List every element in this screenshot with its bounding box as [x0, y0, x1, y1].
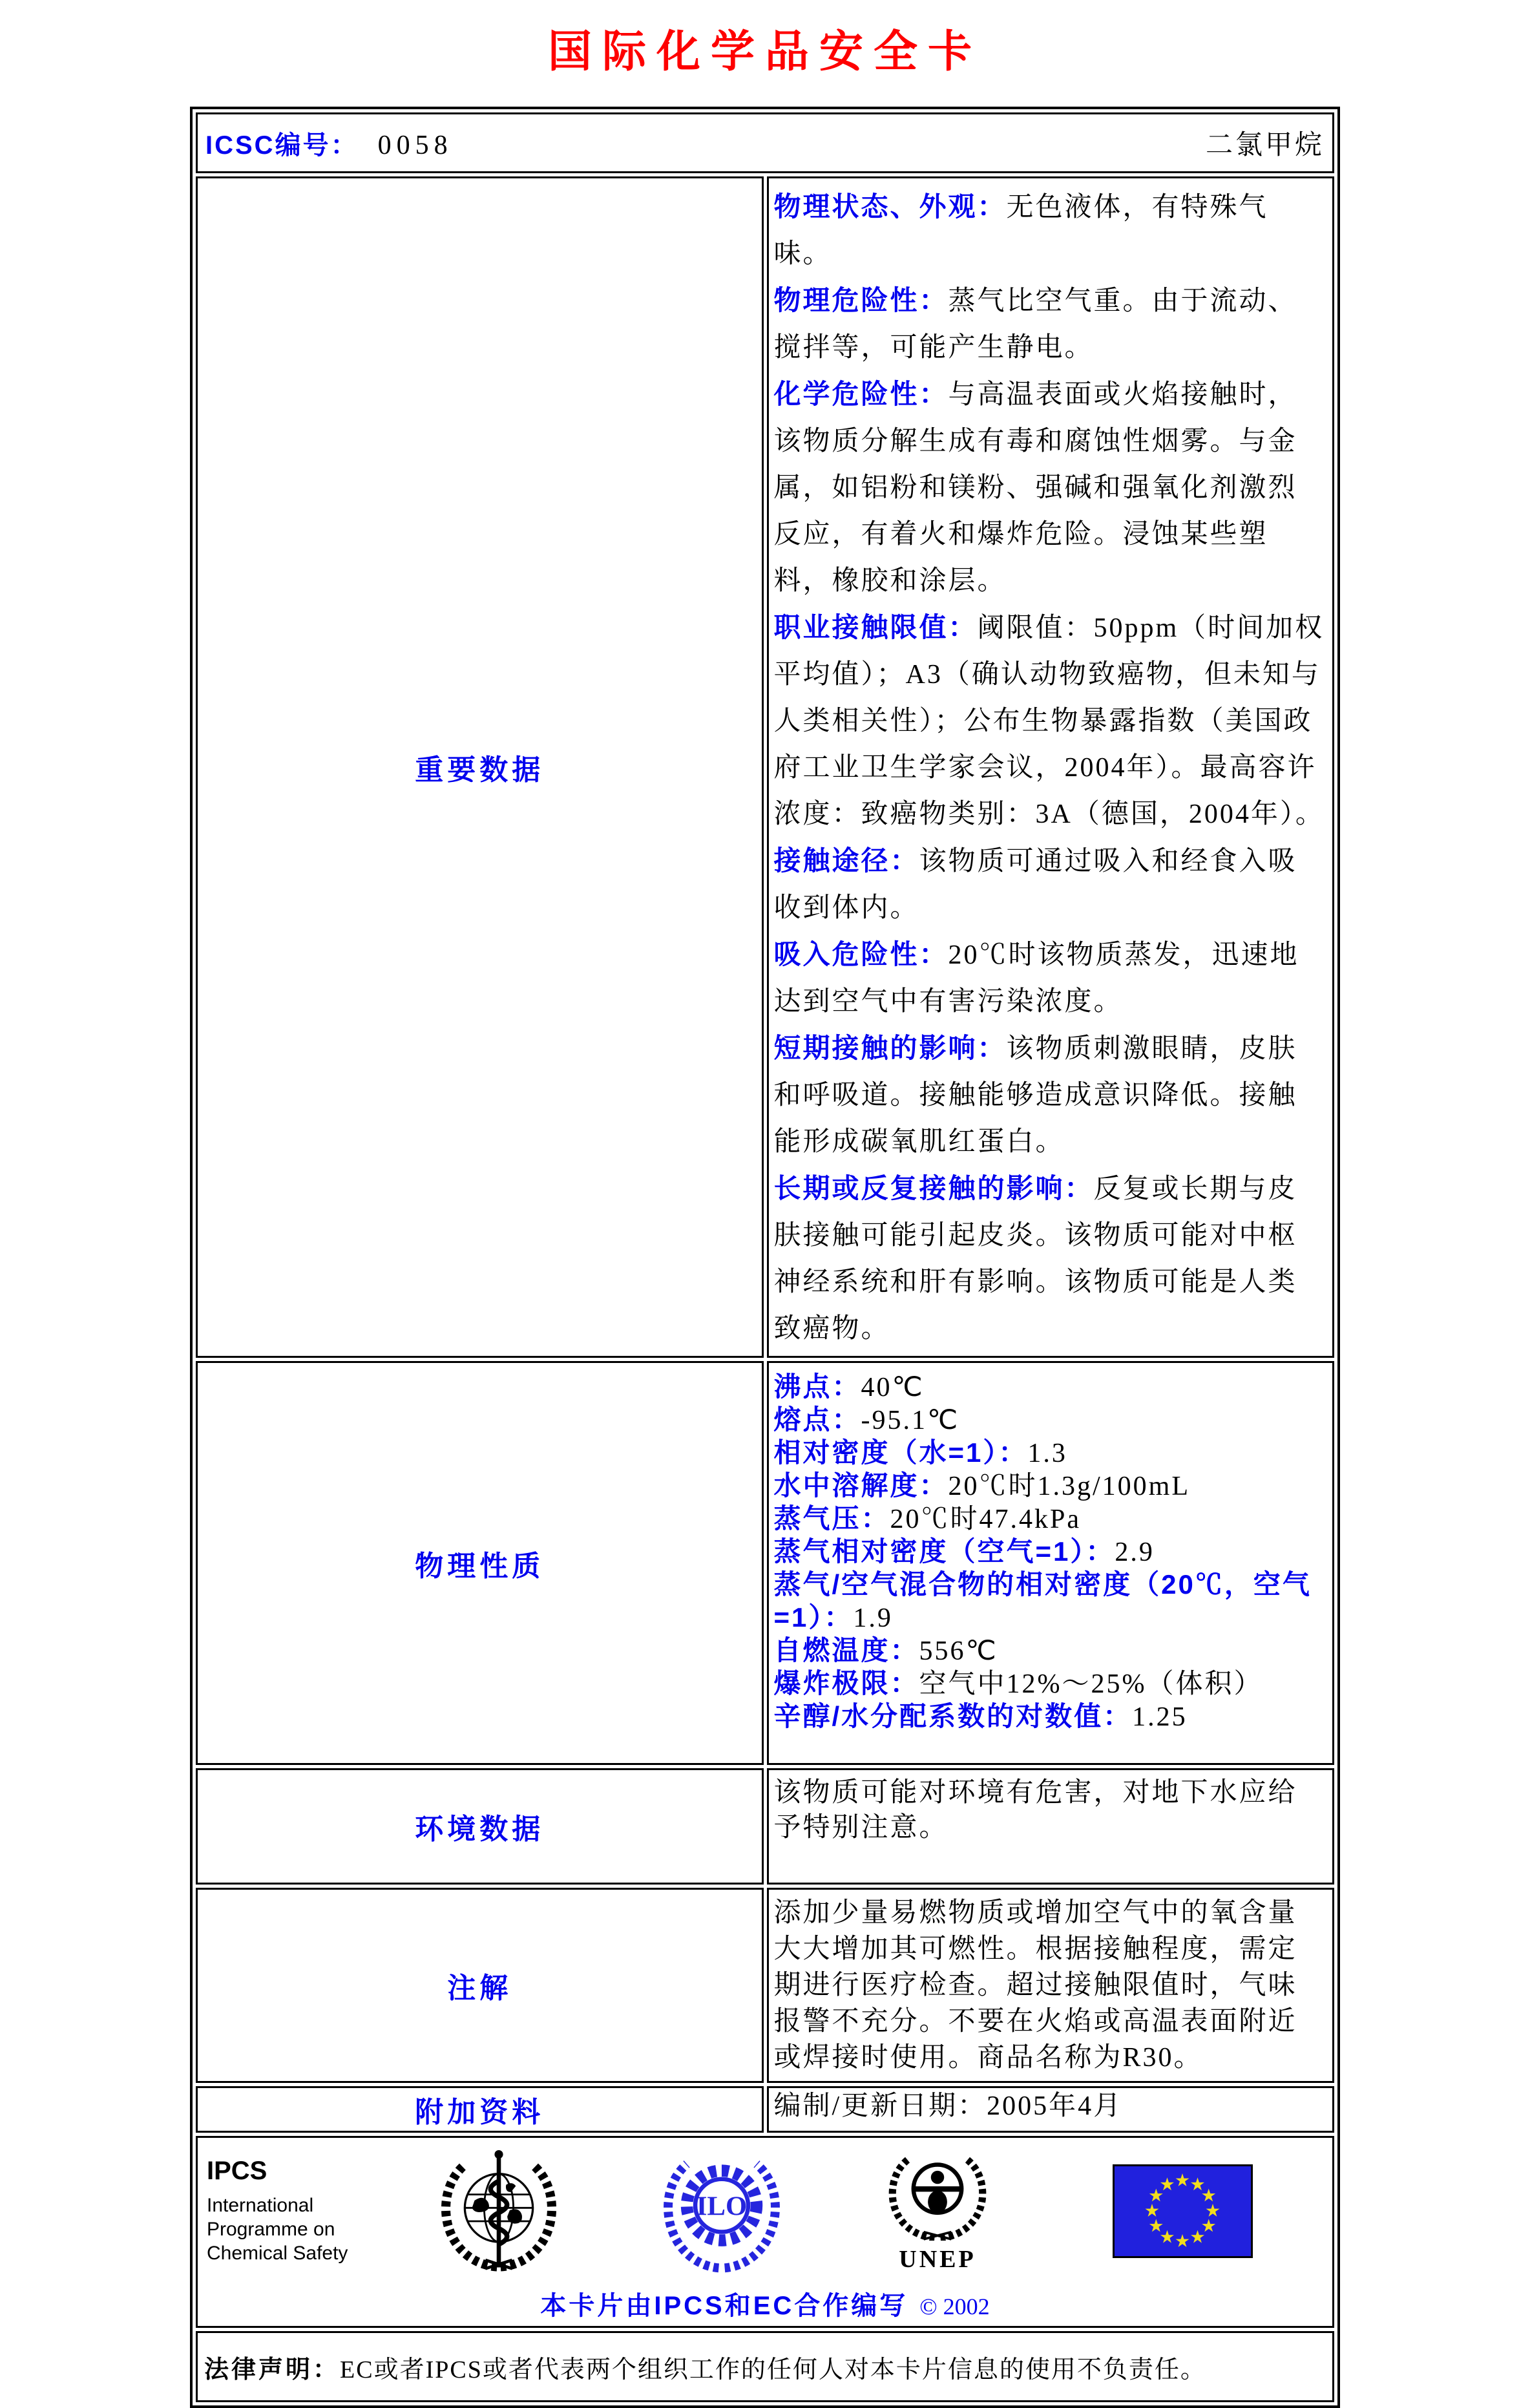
header-cell	[196, 112, 1334, 173]
item-text: 蒸气比空气重。由于流动、搅拌等，可能产生静电。	[773, 286, 1297, 363]
footer-caption	[204, 2285, 1326, 2322]
icsc-number-label: ICSC编号：	[205, 131, 359, 160]
important-data-item	[774, 371, 1326, 604]
item-label: 自燃温度：	[773, 1635, 919, 1665]
footer-copyright: © 2002	[919, 2294, 990, 2319]
icsc-card-table	[190, 107, 1340, 2408]
icsc-card-page	[0, 17, 1530, 2383]
physical-property-item	[774, 1404, 1326, 1437]
environmental-data-row	[196, 1768, 1334, 1885]
item-value: -95.1℃	[861, 1406, 960, 1435]
notes-content	[767, 1888, 1335, 2083]
physical-property-item	[774, 1470, 1326, 1503]
item-text: 20℃时该物质蒸发，迅速地达到空气中有害污染浓度。	[773, 940, 1299, 1017]
physical-property-item	[774, 1568, 1326, 1634]
important-data-row	[196, 176, 1334, 1358]
unep-logo-text: UNEP	[899, 2245, 976, 2273]
item-value: 40℃	[861, 1373, 925, 1402]
item-value: 20℃时1.3g/100mL	[948, 1472, 1191, 1501]
legal-text: EC或者IPCS或者代表两个组织工作的任何人对本卡片信息的使用不负责任。	[340, 2356, 1206, 2383]
ilo-logo-icon	[662, 2147, 782, 2275]
header-row	[196, 112, 1334, 173]
who-logo-icon	[438, 2147, 560, 2275]
additional-info-text: 编制/更新日期：2005年4月	[773, 2091, 1123, 2121]
important-data-item	[774, 604, 1326, 838]
icsc-number-value: 0058	[377, 130, 453, 160]
item-value: 20℃时47.4kPa	[890, 1505, 1082, 1534]
logos-row	[196, 2136, 1334, 2328]
item-value: 1.25	[1132, 1702, 1188, 1732]
important-data-item	[774, 1165, 1326, 1352]
legal-row	[196, 2331, 1334, 2402]
item-label: 接触途径：	[773, 845, 919, 876]
environmental-data-content	[767, 1768, 1335, 1885]
item-label: 辛醇/水分配系数的对数值：	[773, 1701, 1133, 1731]
important-data-content	[767, 176, 1335, 1358]
item-value: 空气中12%～25%（体积）	[919, 1669, 1263, 1699]
physical-property-item	[774, 1371, 1326, 1404]
physical-properties-row	[196, 1361, 1334, 1765]
important-data-item	[774, 277, 1326, 371]
item-text: 该物质可通过吸入和经食入吸收到体内。	[773, 847, 1297, 923]
additional-info-content	[767, 2086, 1335, 2133]
item-label: 物理状态、外观：	[773, 191, 1007, 222]
item-label: 水中溶解度：	[773, 1470, 948, 1501]
logos-cell	[196, 2136, 1334, 2328]
item-text: 该物质刺激眼睛，皮肤和呼吸道。接触能够造成意识降低。接触能形成碳氧肌红蛋白。	[773, 1034, 1297, 1157]
ipcs-line: Chemical Safety	[207, 2243, 348, 2264]
notes-text: 添加少量易燃物质或增加空气中的氧含量大大增加其可燃性。根据接触程度，需定期进行医疗检查。超过接触限值时，气味报警不充分。不要在火焰或高温表面附近或焊接时使用。商品名称为R30。	[773, 1898, 1297, 2073]
eu-flag-icon	[1113, 2164, 1253, 2258]
physical-property-item	[774, 1700, 1326, 1733]
physical-property-item	[774, 1437, 1326, 1470]
notes-row-label: 注解	[196, 1888, 764, 2083]
item-label: 蒸气/空气混合物的相对密度（20℃，空气=1）：	[773, 1569, 1312, 1632]
legal-label: 法律声明：	[204, 2356, 341, 2383]
item-label: 职业接触限值：	[773, 612, 978, 642]
unep-logo-icon	[886, 2149, 989, 2241]
item-label: 化学危险性：	[773, 379, 948, 409]
page-title: 国际化学品安全卡	[547, 27, 982, 76]
svg-text:ILO: ILO	[696, 2191, 748, 2222]
environmental-data-row-label: 环境数据	[196, 1768, 764, 1885]
ipcs-text-block	[207, 2157, 368, 2265]
item-text: 与高温表面或火焰接触时，该物质分解生成有毒和腐蚀性烟雾。与金属，如铝粉和镁粉、强碱和强氧化剂激烈反应，有着火和爆炸危险。浸蚀某些塑料，橡胶和涂层。	[773, 380, 1297, 596]
additional-info-row-label: 附加资料	[196, 2086, 764, 2133]
item-label: 熔点：	[773, 1404, 861, 1435]
physical-properties-row-label: 物理性质	[196, 1361, 764, 1765]
important-data-item	[774, 184, 1326, 277]
footer-caption-text: 本卡片由IPCS和EC合作编写	[540, 2292, 908, 2320]
item-label: 沸点：	[773, 1371, 861, 1402]
chemical-name: 二氯甲烷	[1205, 131, 1325, 160]
ipcs-line: International	[207, 2195, 314, 2216]
item-label: 蒸气压：	[773, 1503, 890, 1534]
ipcs-title: IPCS	[207, 2157, 267, 2185]
item-label: 吸入危险性：	[773, 939, 948, 969]
item-text: 无色液体，有特殊气味。	[773, 193, 1268, 269]
item-value: 1.3	[1027, 1439, 1067, 1468]
unep-logo-block	[886, 2149, 989, 2274]
item-value: 556℃	[919, 1636, 998, 1666]
additional-info-row	[196, 2086, 1334, 2133]
item-label: 蒸气相对密度（空气=1）：	[773, 1536, 1115, 1567]
item-value: 2.9	[1115, 1537, 1155, 1567]
item-text: 反复或长期与皮肤接触可能引起皮炎。该物质可能对中枢神经系统和肝有影响。该物质可能是人类致癌物。	[773, 1174, 1297, 1344]
notes-row	[196, 1888, 1334, 2083]
item-text: 阈限值：50ppm（时间加权平均值）；A3（确认动物致癌物，但未知与人类相关性）；公布生物暴露指数（美国政府工业卫生学家会议，2004年）。最高容许浓度：致癌物类别：3A（德国，2004年）。	[773, 613, 1325, 829]
legal-cell	[196, 2331, 1334, 2402]
important-data-row-label: 重要数据	[196, 176, 764, 1358]
item-label: 长期或反复接触的影响：	[773, 1173, 1094, 1203]
icsc-number-group	[205, 125, 453, 162]
environmental-data-text: 该物质可能对环境有危害，对地下水应给予特别注意。	[773, 1778, 1297, 1843]
physical-property-item	[774, 1667, 1326, 1700]
important-data-item	[774, 838, 1326, 931]
important-data-item	[774, 931, 1326, 1025]
item-label: 短期接触的影响：	[773, 1033, 1007, 1063]
physical-property-item	[774, 1536, 1326, 1568]
item-label: 爆炸极限：	[773, 1668, 919, 1698]
item-value: 1.9	[853, 1603, 893, 1633]
important-data-item	[774, 1025, 1326, 1165]
item-label: 相对密度（水=1）：	[773, 1437, 1028, 1468]
physical-properties-content	[767, 1361, 1335, 1765]
physical-property-item	[774, 1503, 1326, 1536]
ipcs-line: Programme on	[207, 2219, 335, 2240]
physical-property-item	[774, 1634, 1326, 1667]
item-label: 物理危险性：	[773, 285, 948, 315]
